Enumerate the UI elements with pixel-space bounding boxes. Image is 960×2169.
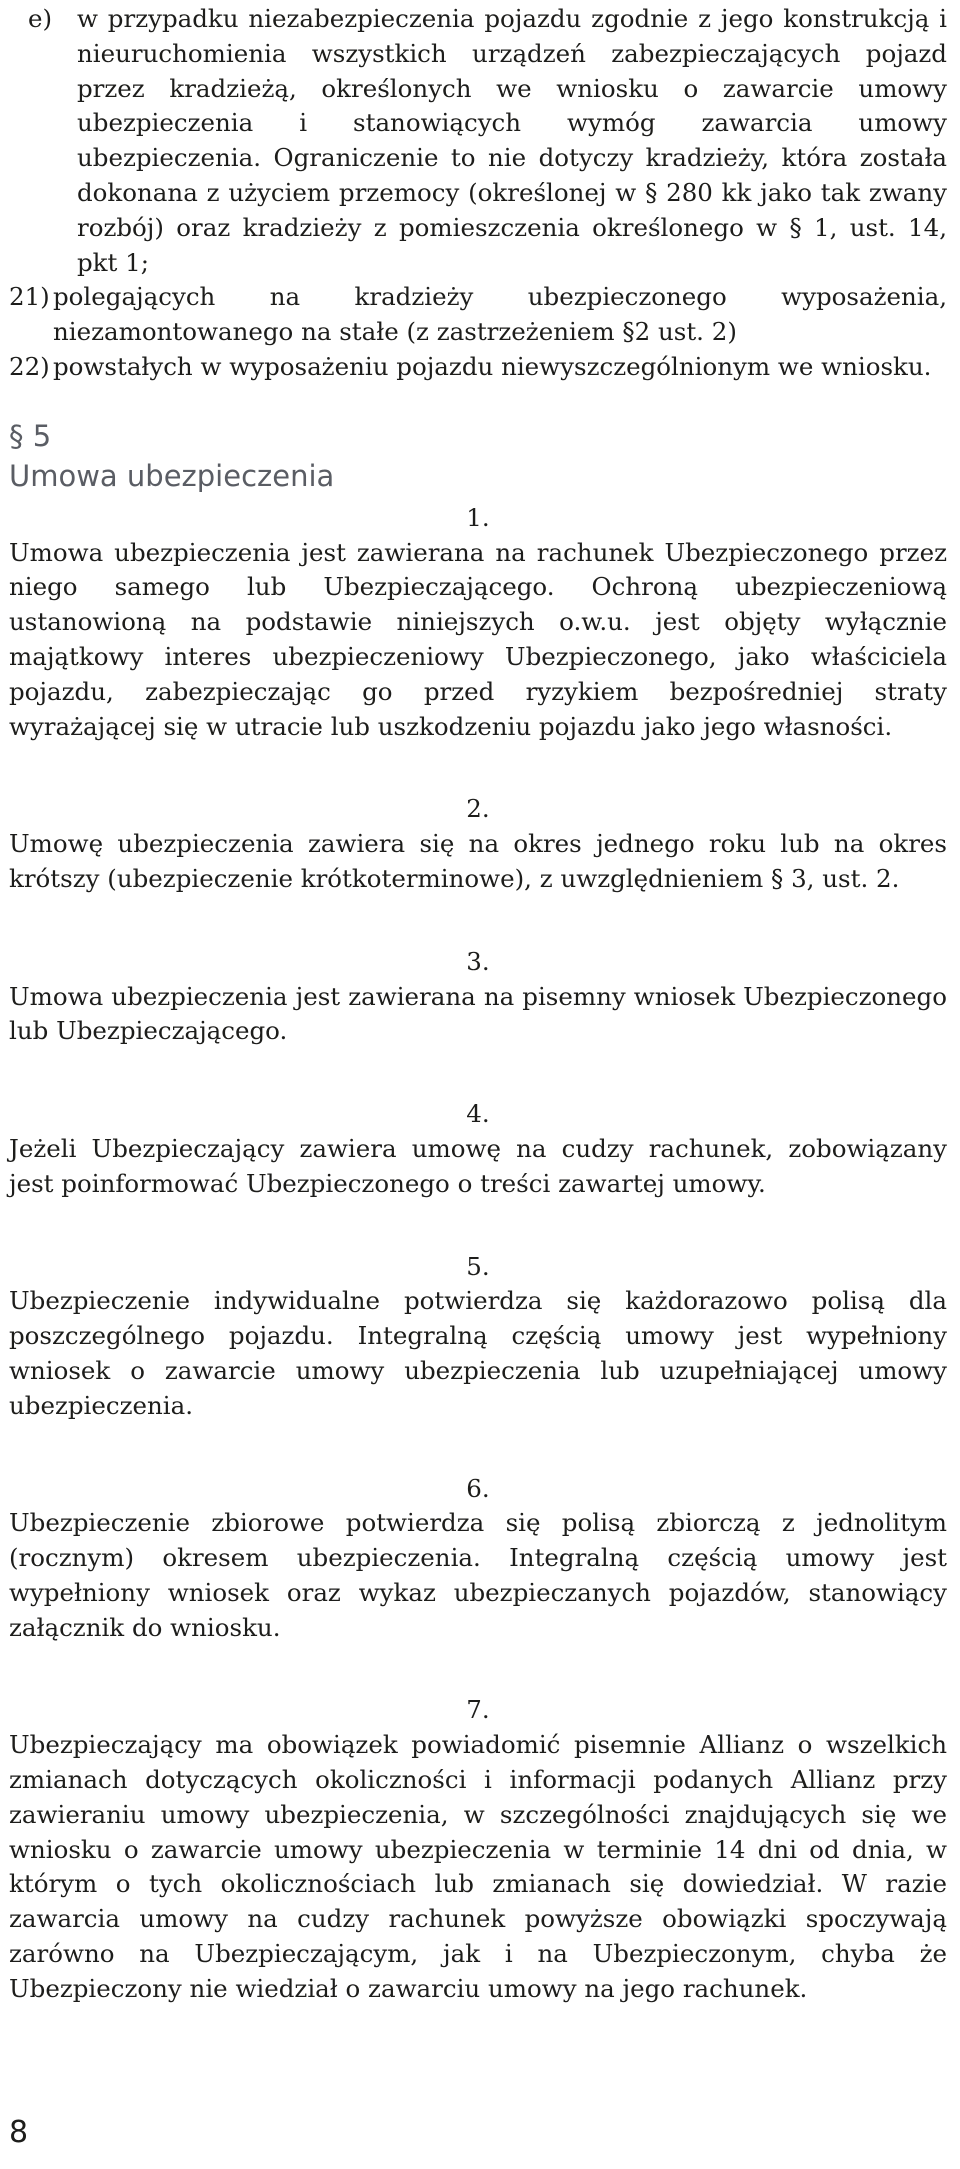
spacer	[9, 1049, 947, 1087]
point-text: Jeżeli Ubezpieczający zawiera umowę na cudzy rachunek, zobowiązany jest poinformować Ubezpieczonego o treści zawartej umowy.	[9, 1133, 947, 1198]
list-item-e	[28, 2, 947, 280]
point-number: 2.	[466, 794, 490, 824]
list-item-21	[9, 280, 947, 350]
point-text: Umowa ubezpieczenia jest zawierana na pisemny wniosek Ubezpieczonego lub Ubezpieczającego.	[9, 981, 947, 1046]
list-item-text: powstałych w wyposażeniu pojazdu niewyszczególnionym we wniosku.	[53, 351, 932, 381]
point-number: 5.	[466, 1251, 490, 1281]
point-number: 7.	[466, 1695, 490, 1725]
point-text: Ubezpieczający ma obowiązek powiadomić pisemnie Allianz o wszelkich zmianach dotyczących okoliczności i informacji podanych Allianz przy zawieraniu umowy ubezpieczenia, w szczególności znajdujących się we wniosku o zawarcie umowy ubezpieczenia w terminie 14 dni od dnia, w którym o tych okolicznościach lub zmianach się dowiedział. W razie zawarcia umowy na cudzy rachunek powyższe obowiązki spoczywają zarówno na Ubezpieczającym, jak i na Ubezpieczonym, chyba że Ubezpieczony nie wiedział o zawarciu umowy na jego rachunek.	[9, 1730, 947, 2003]
point-number: 3.	[466, 946, 490, 976]
spacer	[9, 1645, 947, 1683]
spacer	[9, 744, 947, 782]
list-item-text: w przypadku niezabezpieczenia pojazdu zgodnie z jego konstrukcją i nieuruchomienia wszystkich urządzeń zabezpieczających pojazd przez kradzieżą, określonych we wniosku o zawarcie umowy ubezpieczenia i stanowiących wymóg zawarcia umowy ubezpieczenia. Ograniczenie to nie dotyczy kradzieży, która została dokonana z użyciem przemocy (określonej w § 280 kk jako tak zwany rozbój) oraz kradzieży z pomieszczenia określonego w § 1, ust. 14, pkt 1;	[77, 4, 947, 277]
list-item-text: polegających na kradzieży ubezpieczonego wyposażenia, niezamontowanego na stałe (z zastrzeżeniem §2 ust. 2)	[53, 282, 947, 347]
list-marker: 21)	[9, 282, 50, 312]
list-marker: 22)	[9, 351, 50, 381]
point-text: Ubezpieczenie indywidualne potwierdza się każdorazowo polisą dla poszczególnego pojazdu. Integralną częścią umowy jest wypełniony wniosek o zawarcie umowy ubezpieczenia lub uzupełniającej umowy ubezpieczenia.	[9, 1286, 947, 1420]
list-item-22	[9, 350, 947, 385]
spacer	[9, 1424, 947, 1462]
point-number: 1.	[466, 502, 490, 532]
point-number: 4.	[466, 1099, 490, 1129]
point-text: Umowa ubezpieczenia jest zawierana na rachunek Ubezpieczonego przez niego samego lub Ubezpieczającego. Ochroną ubezpieczeniową ustanowioną na podstawie niniejszych o.w.u. jest objęty wyłącznie majątkowy interes ubezpieczeniowy Ubezpieczonego, jako właściciela pojazdu, zabezpieczając go przed ryzykiem bezpośredniej straty wyrażającej się w utracie lub uszkodzeniu pojazdu jako jego własności.	[9, 537, 947, 741]
page-number: 8	[9, 2115, 29, 2150]
spacer	[9, 1202, 947, 1240]
point-text: Umowę ubezpieczenia zawiera się na okres jednego roku lub na okres krótszy (ubezpieczenie krótkoterminowe), z uwzględnieniem § 3, ust. 2.	[9, 829, 947, 893]
section-number: § 5	[9, 418, 52, 453]
list-marker: e)	[28, 4, 53, 33]
section-title: Umowa ubezpieczenia	[9, 458, 335, 493]
document-body	[9, 2, 947, 2007]
spacer	[9, 897, 947, 935]
point-text: Ubezpieczenie zbiorowe potwierdza się polisą zbiorczą z jednolitym (rocznym) okresem ubezpieczenia. Integralną częścią umowy jest wypełniony wniosek oraz wykaz ubezpieczanych pojazdów, stanowiący załącznik do wniosku.	[9, 1508, 947, 1642]
point-number: 6.	[466, 1473, 490, 1503]
